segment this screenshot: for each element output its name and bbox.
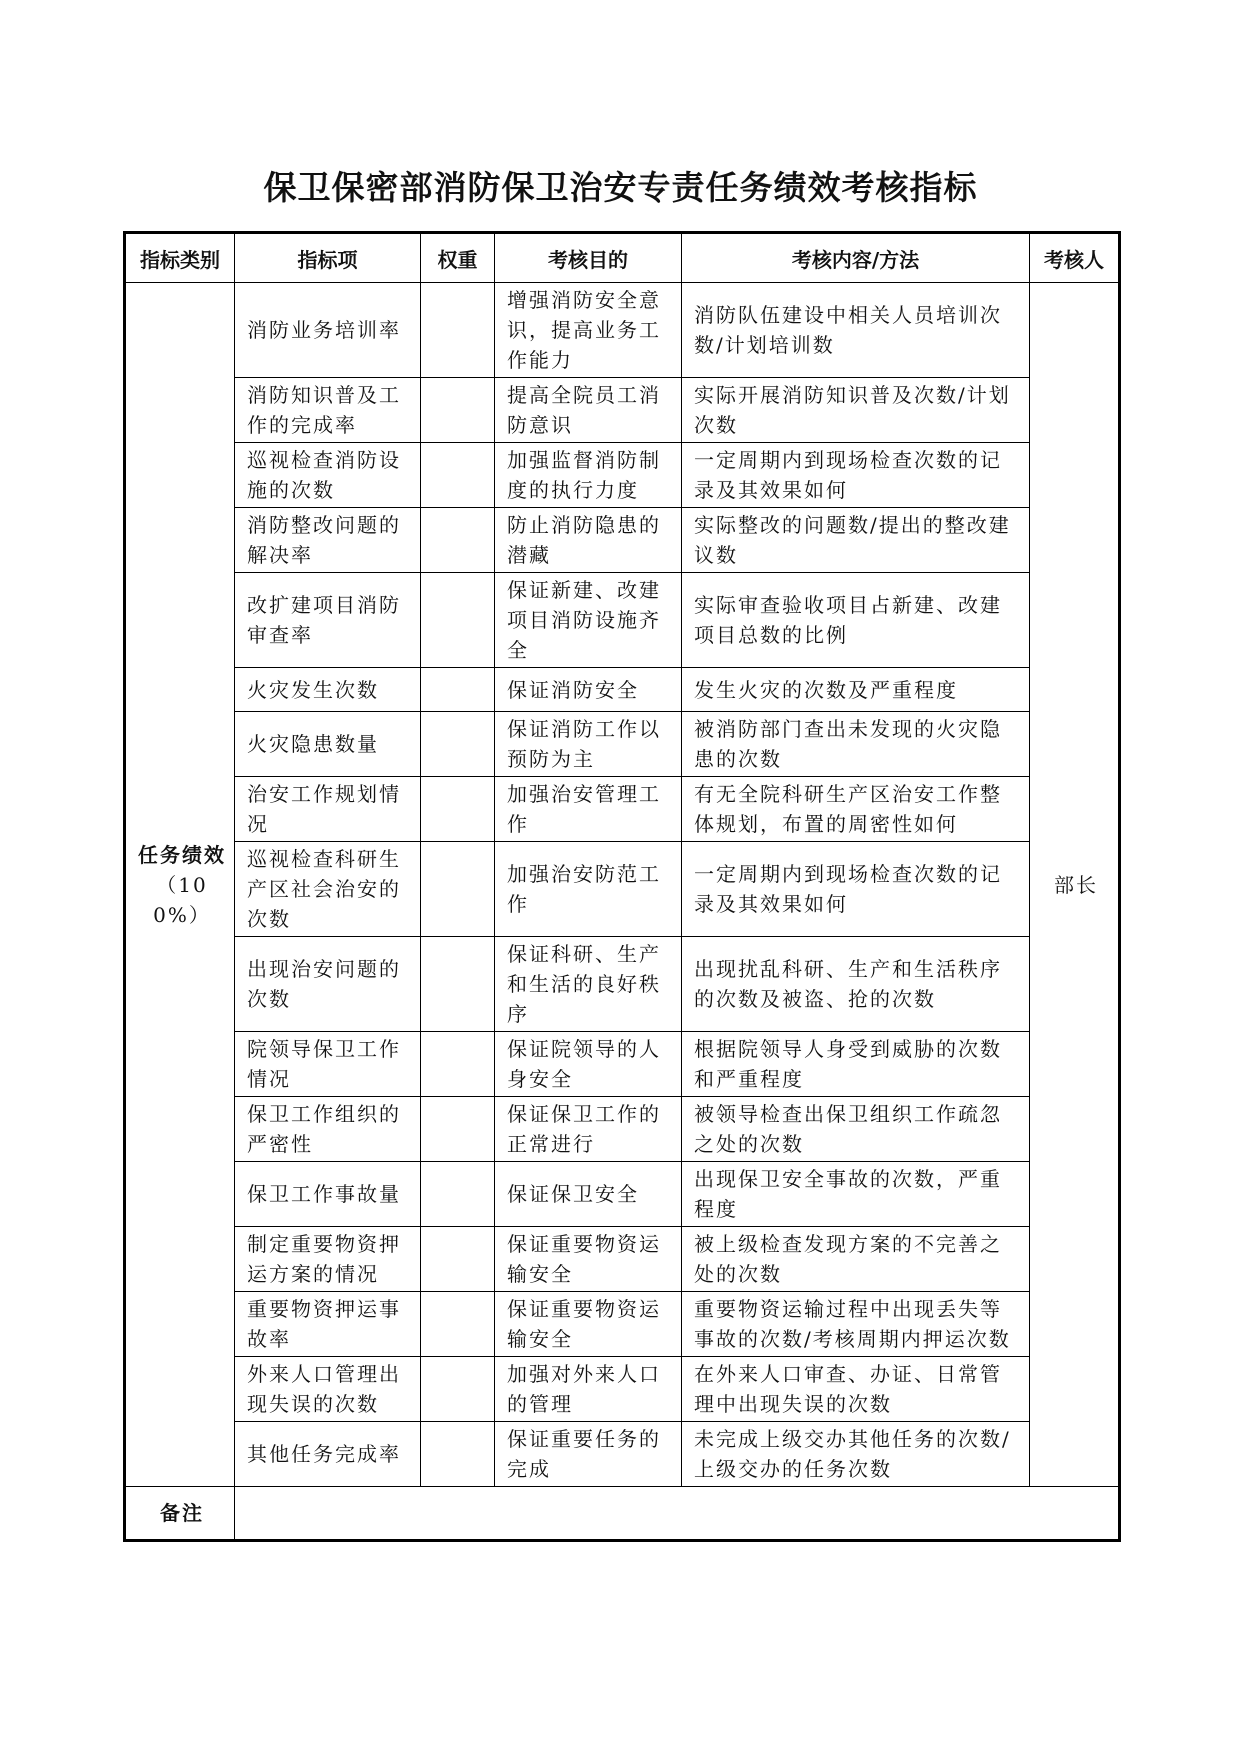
method-cell: 重要物资运输过程中出现丢失等事故的次数/考核周期内押运次数 [682,1292,1030,1357]
weight-cell [421,1032,495,1097]
purpose-cell: 加强对外来人口的管理 [495,1357,682,1422]
table-row [125,937,1120,1032]
table-row [125,378,1120,443]
weight-cell [421,937,495,1032]
header-category: 指标类别 [125,233,235,283]
method-cell: 被上级检查发现方案的不完善之处的次数 [682,1227,1030,1292]
indicator-item-cell: 外来人口管理出现失误的次数 [235,1357,421,1422]
method-cell: 实际开展消防知识普及次数/计划次数 [682,378,1030,443]
indicator-item-cell: 消防业务培训率 [235,283,421,378]
header-item: 指标项 [235,233,421,283]
table-row [125,508,1120,573]
method-cell: 被领导检查出保卫组织工作疏忽之处的次数 [682,1097,1030,1162]
reviewer-cell: 部长 [1030,283,1120,1487]
method-cell: 出现保卫安全事故的次数，严重程度 [682,1162,1030,1227]
note-label: 备注 [125,1487,235,1541]
method-cell: 实际整改的问题数/提出的整改建议数 [682,508,1030,573]
weight-cell [421,1292,495,1357]
weight-cell [421,1357,495,1422]
table-row [125,1032,1120,1097]
table-row [125,443,1120,508]
method-cell: 一定周期内到现场检查次数的记录及其效果如何 [682,443,1030,508]
table-row [125,573,1120,668]
weight-cell [421,1162,495,1227]
method-cell: 出现扰乱科研、生产和生活秩序的次数及被盗、抢的次数 [682,937,1030,1032]
category-cell [125,283,235,1487]
indicator-item-cell: 院领导保卫工作情况 [235,1032,421,1097]
table-row [125,1227,1120,1292]
table-row [125,668,1120,712]
indicator-item-cell: 火灾发生次数 [235,668,421,712]
indicator-item-cell: 改扩建项目消防审查率 [235,573,421,668]
assessment-table [123,231,1121,1542]
table-row [125,1292,1120,1357]
indicator-item-cell: 制定重要物资押运方案的情况 [235,1227,421,1292]
weight-cell [421,668,495,712]
indicator-item-cell: 治安工作规划情况 [235,777,421,842]
header-method: 考核内容/方法 [682,233,1030,283]
purpose-cell: 防止消防隐患的潜藏 [495,508,682,573]
table-row [125,1162,1120,1227]
weight-cell [421,712,495,777]
method-cell: 根据院领导人身受到威胁的次数和严重程度 [682,1032,1030,1097]
table-row [125,842,1120,937]
weight-cell [421,1422,495,1487]
table-row [125,1357,1120,1422]
weight-cell [421,842,495,937]
weight-cell [421,283,495,378]
indicator-item-cell: 巡视检查消防设施的次数 [235,443,421,508]
weight-cell [421,573,495,668]
table-row [125,777,1120,842]
table-row [125,712,1120,777]
purpose-cell: 提高全院员工消防意识 [495,378,682,443]
purpose-cell: 增强消防安全意识，提高业务工作能力 [495,283,682,378]
purpose-cell: 保证重要物资运输安全 [495,1227,682,1292]
purpose-cell: 加强治安防范工作 [495,842,682,937]
header-purpose: 考核目的 [495,233,682,283]
method-cell: 实际审查验收项目占新建、改建项目总数的比例 [682,573,1030,668]
method-cell: 消防队伍建设中相关人员培训次数/计划培训数 [682,283,1030,378]
purpose-cell: 加强监督消防制度的执行力度 [495,443,682,508]
purpose-cell: 保证保卫工作的正常进行 [495,1097,682,1162]
page-title: 保卫保密部消防保卫治安专责任务绩效考核指标 [263,168,978,207]
indicator-item-cell: 消防知识普及工作的完成率 [235,378,421,443]
purpose-cell: 保证重要任务的完成 [495,1422,682,1487]
method-cell: 被消防部门查出未发现的火灾隐患的次数 [682,712,1030,777]
indicator-item-cell: 保卫工作事故量 [235,1162,421,1227]
table-row [125,1097,1120,1162]
purpose-cell: 保证消防工作以预防为主 [495,712,682,777]
category-name: 任务绩效 [138,842,226,867]
indicator-item-cell: 其他任务完成率 [235,1422,421,1487]
purpose-cell: 保证保卫安全 [495,1162,682,1227]
indicator-item-cell: 消防整改问题的解决率 [235,508,421,573]
indicator-item-cell: 出现治安问题的次数 [235,937,421,1032]
weight-cell [421,777,495,842]
purpose-cell: 保证新建、改建项目消防设施齐全 [495,573,682,668]
purpose-cell: 保证重要物资运输安全 [495,1292,682,1357]
table-row [125,283,1120,378]
indicator-item-cell: 保卫工作组织的严密性 [235,1097,421,1162]
note-value [235,1487,1120,1541]
purpose-cell: 加强治安管理工作 [495,777,682,842]
method-cell: 未完成上级交办其他任务的次数/上级交办的任务次数 [682,1422,1030,1487]
weight-cell [421,443,495,508]
header-row [125,233,1120,283]
note-row [125,1487,1120,1541]
indicator-item-cell: 火灾隐患数量 [235,712,421,777]
method-cell: 在外来人口审查、办证、日常管理中出现失误的次数 [682,1357,1030,1422]
table-row [125,1422,1120,1487]
indicator-item-cell: 重要物资押运事故率 [235,1292,421,1357]
header-weight: 权重 [421,233,495,283]
weight-cell [421,378,495,443]
weight-cell [421,1097,495,1162]
purpose-cell: 保证消防安全 [495,668,682,712]
method-cell: 发生火灾的次数及严重程度 [682,668,1030,712]
purpose-cell: 保证院领导的人身安全 [495,1032,682,1097]
weight-cell [421,1227,495,1292]
weight-cell [421,508,495,573]
indicator-item-cell: 巡视检查科研生产区社会治安的次数 [235,842,421,937]
purpose-cell: 保证科研、生产和生活的良好秩序 [495,937,682,1032]
method-cell: 有无全院科研生产区治安工作整体规划，布置的周密性如何 [682,777,1030,842]
method-cell: 一定周期内到现场检查次数的记录及其效果如何 [682,842,1030,937]
category-weight: （100%） [153,872,211,927]
header-reviewer: 考核人 [1030,233,1120,283]
